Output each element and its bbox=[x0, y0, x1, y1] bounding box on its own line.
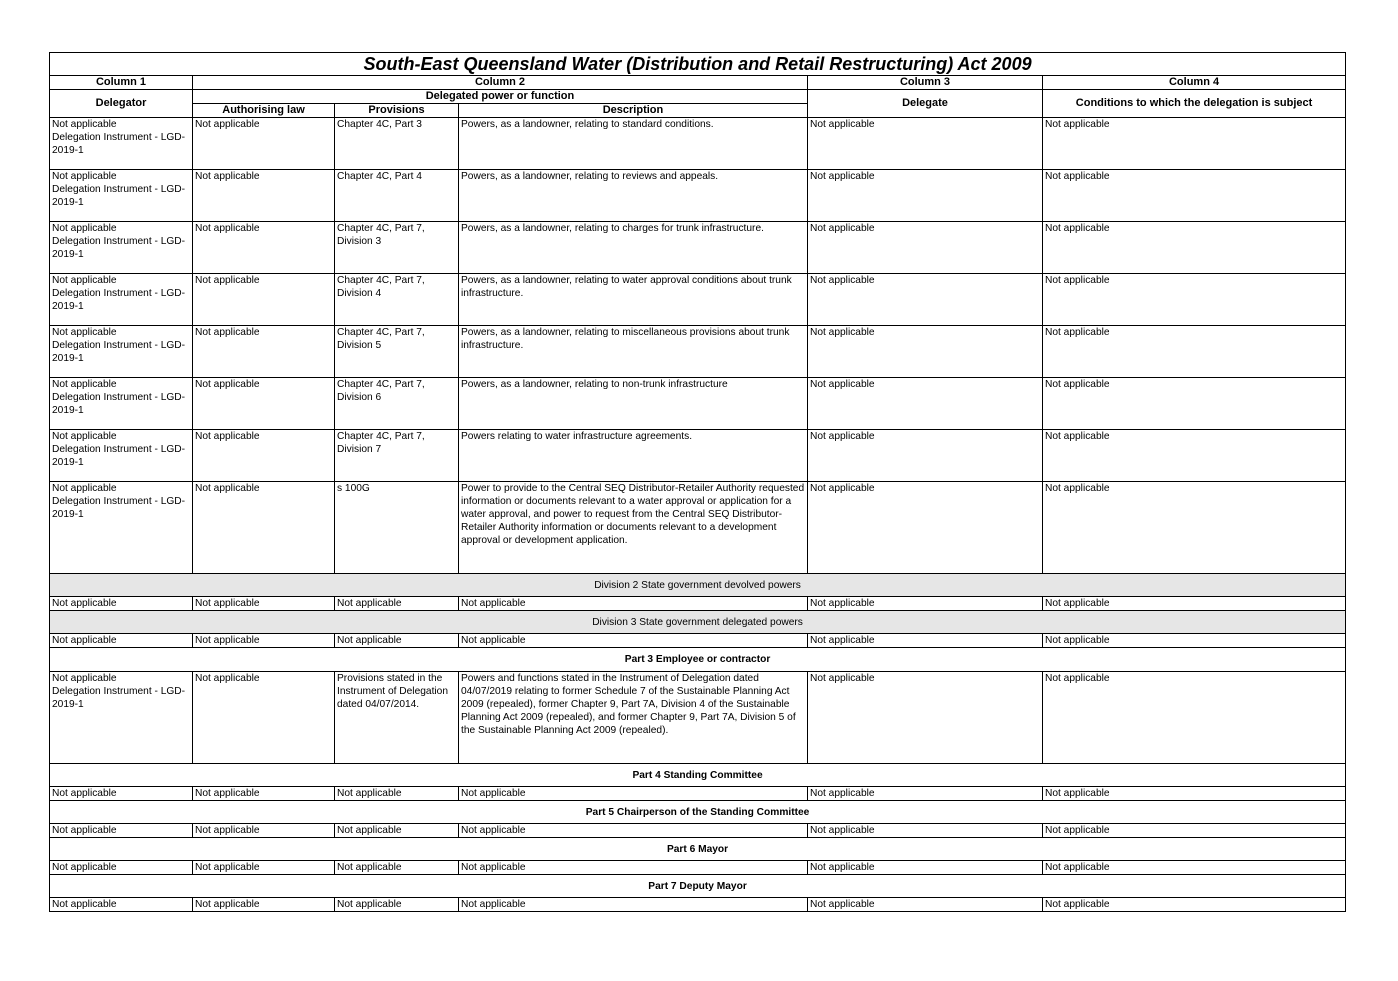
delegated-power-header: Delegated power or function bbox=[193, 90, 808, 104]
conditions-cell: Not applicable bbox=[1043, 597, 1346, 611]
table-row bbox=[50, 326, 1346, 378]
delegate-cell: Not applicable bbox=[808, 170, 1043, 222]
table-row bbox=[50, 222, 1346, 274]
delegate-cell: Not applicable bbox=[808, 898, 1043, 912]
delegator-cell: Not applicable Delegation Instrument - LGD-2019-1 bbox=[50, 118, 193, 170]
column-3-header: Column 3 bbox=[808, 76, 1043, 90]
conditions-cell: Not applicable bbox=[1043, 861, 1346, 875]
delegate-cell: Not applicable bbox=[808, 824, 1043, 838]
delegator-header: Delegator bbox=[50, 90, 193, 118]
delegator-cell: Not applicable bbox=[50, 824, 193, 838]
delegate-cell: Not applicable bbox=[808, 378, 1043, 430]
description-cell: Not applicable bbox=[459, 861, 808, 875]
authorising-law-cell: Not applicable bbox=[193, 274, 335, 326]
conditions-cell: Not applicable bbox=[1043, 482, 1346, 574]
table-row bbox=[50, 378, 1346, 430]
provisions-cell: Not applicable bbox=[335, 634, 459, 648]
delegate-cell: Not applicable bbox=[808, 118, 1043, 170]
provisions-cell: Not applicable bbox=[335, 861, 459, 875]
section-heading: Division 3 State government delegated powers bbox=[50, 611, 1346, 634]
authorising-law-cell: Not applicable bbox=[193, 170, 335, 222]
provisions-cell: Chapter 4C, Part 7, Division 6 bbox=[335, 378, 459, 430]
table-row bbox=[50, 861, 1346, 875]
table-row bbox=[50, 170, 1346, 222]
description-cell: Powers relating to water infrastructure agreements. bbox=[459, 430, 808, 482]
delegator-cell: Not applicable Delegation Instrument - LGD-2019-1 bbox=[50, 672, 193, 764]
authorising-law-cell: Not applicable bbox=[193, 672, 335, 764]
column-4-header: Column 4 bbox=[1043, 76, 1346, 90]
provisions-cell: Chapter 4C, Part 7, Division 4 bbox=[335, 274, 459, 326]
delegate-header: Delegate bbox=[808, 90, 1043, 118]
authorising-law-cell: Not applicable bbox=[193, 326, 335, 378]
table-row bbox=[50, 787, 1346, 801]
column-2-header: Column 2 bbox=[193, 76, 808, 90]
section-heading: Part 4 Standing Committee bbox=[50, 764, 1346, 787]
authorising-law-cell: Not applicable bbox=[193, 787, 335, 801]
conditions-cell: Not applicable bbox=[1043, 634, 1346, 648]
delegator-cell: Not applicable Delegation Instrument - LGD-2019-1 bbox=[50, 430, 193, 482]
conditions-cell: Not applicable bbox=[1043, 274, 1346, 326]
conditions-cell: Not applicable bbox=[1043, 787, 1346, 801]
provisions-cell: s 100G bbox=[335, 482, 459, 574]
section-heading: Part 7 Deputy Mayor bbox=[50, 875, 1346, 898]
authorising-law-cell: Not applicable bbox=[193, 634, 335, 648]
conditions-cell: Not applicable bbox=[1043, 118, 1346, 170]
delegator-cell: Not applicable bbox=[50, 898, 193, 912]
description-header: Description bbox=[459, 104, 808, 118]
conditions-cell: Not applicable bbox=[1043, 898, 1346, 912]
table-row bbox=[50, 634, 1346, 648]
provisions-cell: Provisions stated in the Instrument of Delegation dated 04/07/2014. bbox=[335, 672, 459, 764]
column-1-header: Column 1 bbox=[50, 76, 193, 90]
section-heading: Division 2 State government devolved powers bbox=[50, 574, 1346, 597]
conditions-cell: Not applicable bbox=[1043, 326, 1346, 378]
delegator-cell: Not applicable bbox=[50, 861, 193, 875]
provisions-cell: Chapter 4C, Part 7, Division 3 bbox=[335, 222, 459, 274]
delegator-cell: Not applicable bbox=[50, 787, 193, 801]
authorising-law-cell: Not applicable bbox=[193, 898, 335, 912]
delegate-cell: Not applicable bbox=[808, 274, 1043, 326]
delegator-cell: Not applicable Delegation Instrument - LGD-2019-1 bbox=[50, 378, 193, 430]
delegator-cell: Not applicable Delegation Instrument - LGD-2019-1 bbox=[50, 274, 193, 326]
delegator-cell: Not applicable Delegation Instrument - LGD-2019-1 bbox=[50, 170, 193, 222]
provisions-cell: Not applicable bbox=[335, 898, 459, 912]
description-cell: Powers, as a landowner, relating to charges for trunk infrastructure. bbox=[459, 222, 808, 274]
authorising-law-cell: Not applicable bbox=[193, 118, 335, 170]
table-row bbox=[50, 898, 1346, 912]
provisions-cell: Chapter 4C, Part 7, Division 7 bbox=[335, 430, 459, 482]
authorising-law-cell: Not applicable bbox=[193, 597, 335, 611]
delegator-cell: Not applicable bbox=[50, 634, 193, 648]
description-cell: Not applicable bbox=[459, 787, 808, 801]
authorising-law-cell: Not applicable bbox=[193, 824, 335, 838]
authorising-law-header: Authorising law bbox=[193, 104, 335, 118]
authorising-law-cell: Not applicable bbox=[193, 482, 335, 574]
delegate-cell: Not applicable bbox=[808, 597, 1043, 611]
table-row bbox=[50, 824, 1346, 838]
description-cell: Not applicable bbox=[459, 597, 808, 611]
delegate-cell: Not applicable bbox=[808, 787, 1043, 801]
delegate-cell: Not applicable bbox=[808, 482, 1043, 574]
provisions-header: Provisions bbox=[335, 104, 459, 118]
delegate-cell: Not applicable bbox=[808, 634, 1043, 648]
delegator-cell: Not applicable Delegation Instrument - LGD-2019-1 bbox=[50, 326, 193, 378]
description-cell: Not applicable bbox=[459, 634, 808, 648]
conditions-header: Conditions to which the delegation is subject bbox=[1043, 90, 1346, 118]
table-row bbox=[50, 274, 1346, 326]
section-heading: Part 6 Mayor bbox=[50, 838, 1346, 861]
conditions-cell: Not applicable bbox=[1043, 824, 1346, 838]
provisions-cell: Chapter 4C, Part 7, Division 5 bbox=[335, 326, 459, 378]
authorising-law-cell: Not applicable bbox=[193, 861, 335, 875]
authorising-law-cell: Not applicable bbox=[193, 222, 335, 274]
table-row bbox=[50, 672, 1346, 764]
section-heading: Part 3 Employee or contractor bbox=[50, 648, 1346, 672]
description-cell: Powers, as a landowner, relating to standard conditions. bbox=[459, 118, 808, 170]
conditions-cell: Not applicable bbox=[1043, 170, 1346, 222]
table-row bbox=[50, 430, 1346, 482]
description-cell: Powers, as a landowner, relating to reviews and appeals. bbox=[459, 170, 808, 222]
provisions-cell: Not applicable bbox=[335, 597, 459, 611]
provisions-cell: Chapter 4C, Part 3 bbox=[335, 118, 459, 170]
table-row bbox=[50, 597, 1346, 611]
conditions-cell: Not applicable bbox=[1043, 378, 1346, 430]
provisions-cell: Not applicable bbox=[335, 787, 459, 801]
description-cell: Powers, as a landowner, relating to water approval conditions about trunk infrastructure. bbox=[459, 274, 808, 326]
description-cell: Power to provide to the Central SEQ Distributor-Retailer Authority requested information or documents relevant to a water approval or application for a water approval, and power to request from the Central SEQ Distributor-Retailer Authority information or documents relevant to a development approval or development application. bbox=[459, 482, 808, 574]
provisions-cell: Chapter 4C, Part 4 bbox=[335, 170, 459, 222]
delegation-table bbox=[49, 52, 1346, 912]
authorising-law-cell: Not applicable bbox=[193, 430, 335, 482]
delegate-cell: Not applicable bbox=[808, 326, 1043, 378]
delegate-cell: Not applicable bbox=[808, 672, 1043, 764]
delegate-cell: Not applicable bbox=[808, 222, 1043, 274]
section-heading: Part 5 Chairperson of the Standing Committee bbox=[50, 801, 1346, 824]
delegator-cell: Not applicable bbox=[50, 597, 193, 611]
description-cell: Not applicable bbox=[459, 898, 808, 912]
conditions-cell: Not applicable bbox=[1043, 430, 1346, 482]
table-row bbox=[50, 482, 1346, 574]
table-row bbox=[50, 118, 1346, 170]
delegate-cell: Not applicable bbox=[808, 861, 1043, 875]
description-cell: Not applicable bbox=[459, 824, 808, 838]
delegator-cell: Not applicable Delegation Instrument - LGD-2019-1 bbox=[50, 482, 193, 574]
description-cell: Powers, as a landowner, relating to miscellaneous provisions about trunk infrastructure. bbox=[459, 326, 808, 378]
description-cell: Powers and functions stated in the Instrument of Delegation dated 04/07/2019 relating to former Schedule 7 of the Sustainable Planning Act 2009 (repealed), former Chapter 9, Part 7A, Division 4 of the Sustainable Planning Act 2009 (repealed), and former Chapter 9, Part 7A, Division 5 of the Sustainable Planning Act 2009 (repealed). bbox=[459, 672, 808, 764]
page-title: South-East Queensland Water (Distribution and Retail Restructuring) Act 2009 bbox=[50, 53, 1346, 76]
conditions-cell: Not applicable bbox=[1043, 222, 1346, 274]
delegate-cell: Not applicable bbox=[808, 430, 1043, 482]
description-cell: Powers, as a landowner, relating to non-trunk infrastructure bbox=[459, 378, 808, 430]
authorising-law-cell: Not applicable bbox=[193, 378, 335, 430]
delegator-cell: Not applicable Delegation Instrument - LGD-2019-1 bbox=[50, 222, 193, 274]
provisions-cell: Not applicable bbox=[335, 824, 459, 838]
conditions-cell: Not applicable bbox=[1043, 672, 1346, 764]
